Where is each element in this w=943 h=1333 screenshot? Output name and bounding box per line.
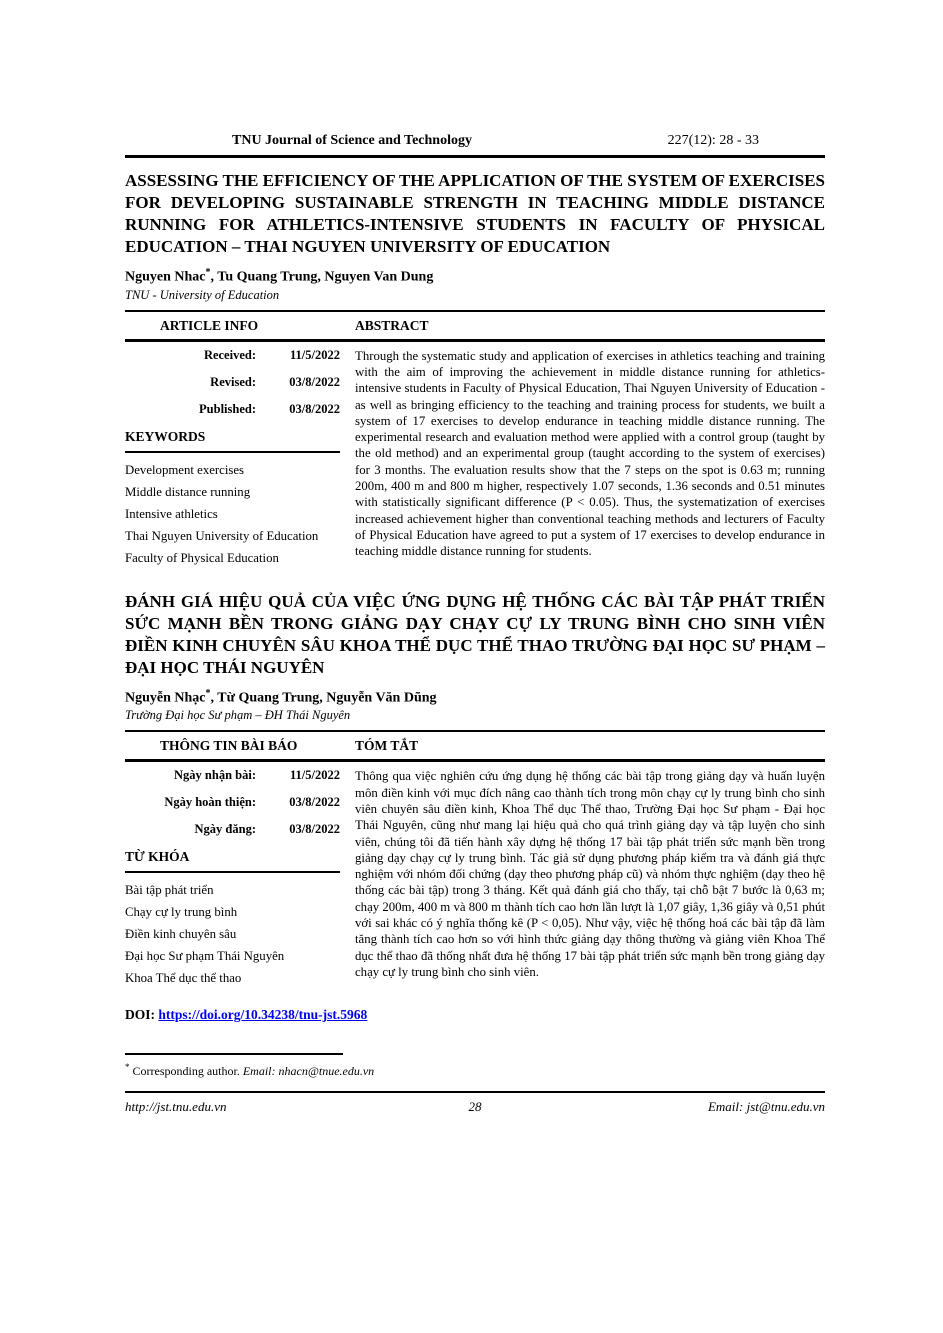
info-abstract-columns-en — [125, 342, 825, 569]
footer-journal-email: Email: jst@tnu.edu.vn — [707, 1099, 825, 1115]
keywords-list-en — [125, 459, 340, 569]
abstract-text-en: Through the systematic study and application of exercises in athletics teaching and training with the aim of improving the achievement in middle distance running for athletics-intensive students in Faculty of Physical Education, Thai Nguyen University of Education -as well as bringing efficiency to the teaching and training process for students, we built a system of 17 exercises to develop endurance in teaching middle distance running. The experimental research and evaluation method were applied with a control group (taught by the old method) and an experimental group (taught according to the system of exercises) for 3 months. The evaluation results show that the 7 steps on the spot is 0.63 m; running 200m, 400 m and 800 m higher, respectively 1.07 seconds, 1.36 seconds and 0.51 minutes with statistically significant difference (P < 0.05). Thus, the systematization of exercises increased achievement higher than conventional teaching methods and lecturers of Faculty of Physical Education have agreed to put a system of 17 exercises to develop endurance in teaching middle distance running for students. — [355, 348, 825, 559]
keyword-item: Khoa Thể dục thể thao — [125, 971, 242, 986]
footnote-marker: * — [125, 1062, 130, 1073]
author-first-en: Nguyen Nhac — [125, 269, 206, 285]
abstract-header-vi: TÓM TẮT — [355, 738, 419, 754]
keyword-item: Intensive athletics — [125, 506, 218, 521]
keywords-header-en: KEYWORDS — [125, 429, 340, 453]
article-title-vi: ĐÁNH GIÁ HIỆU QUẢ CỦA VIỆC ỨNG DỤNG HỆ THỐNG CÁC BÀI TẬP PHÁT TRIỂN SỨC MẠNH BỀN TRONG GIẢNG DẠY CHẠY CỰ LY TRUNG BÌNH CHO SINH VIÊN ĐIỀN KINH CHUYÊN SÂU KHOA THỂ DỤC THỂ THAO TRƯỜNG ĐẠI HỌC SƯ PHẠM – ĐẠI HỌC THÁI NGUYÊN — [125, 591, 825, 677]
abstract-header-en: ABSTRACT — [355, 317, 429, 333]
footnote-rule — [125, 1053, 343, 1055]
keyword-item: Chạy cự ly trung bình — [125, 905, 238, 920]
article-info-column-en — [125, 348, 340, 569]
authors-en — [125, 267, 825, 286]
revised-row-vi — [125, 795, 340, 810]
footer-page-number: 28 — [468, 1099, 482, 1115]
journal-name: TNU Journal of Science and Technology — [232, 133, 472, 148]
published-label: Published: — [199, 401, 256, 416]
revised-date-vi: 03/8/2022 — [289, 795, 340, 810]
revised-label-vi: Ngày hoàn thiện: — [164, 795, 256, 810]
keywords-header-vi: TỪ KHÓA — [125, 849, 340, 873]
authors-rest-vi: , Từ Quang Trung, Nguyễn Văn Dũng — [210, 690, 437, 706]
keyword-item: Điền kinh chuyên sâu — [125, 927, 237, 942]
doi-line — [125, 1007, 825, 1023]
article-info-header-en: ARTICLE INFO — [160, 317, 259, 333]
keywords-list-vi — [125, 879, 340, 989]
abstract-column-vi — [355, 768, 825, 989]
keyword-item: Đại học Sư phạm Thái Nguyên — [125, 949, 285, 964]
keyword-item: Thai Nguyen University of Education — [125, 528, 319, 543]
journal-footer — [125, 1099, 825, 1115]
article-title-en: ASSESSING THE EFFICIENCY OF THE APPLICATION OF THE SYSTEM OF EXERCISES FOR DEVELOPING SUSTAINABLE STRENGTH IN TEACHING MIDDLE DISTANCE RUNNING FOR ATHLETICS-INTENSIVE STUDENTS IN FACULTY OF PHYSICAL EDUCATION – THAI NGUYEN UNIVERSITY OF EDUCATION — [125, 171, 826, 256]
affiliation-vi: Trường Đại học Sư phạm – ĐH Thái Nguyên — [125, 708, 351, 723]
published-date: 03/8/2022 — [289, 401, 340, 416]
keyword-item: Development exercises — [125, 462, 245, 477]
author-marker-vi: * — [205, 687, 211, 699]
received-row — [125, 348, 340, 363]
revised-label: Revised: — [210, 374, 256, 389]
keyword-item: Faculty of Physical Education — [125, 550, 279, 565]
authors-rest-en: , Tu Quang Trung, Nguyen Van Dung — [210, 269, 434, 285]
authors-vi — [125, 688, 825, 707]
author-first-vi: Nguyễn Nhạc — [125, 690, 206, 706]
received-date-vi: 11/5/2022 — [289, 768, 340, 783]
doi-label: DOI: — [125, 1007, 155, 1023]
affiliation-en: TNU - University of Education — [125, 287, 280, 302]
received-row-vi — [125, 768, 340, 783]
revised-date: 03/8/2022 — [289, 374, 340, 389]
english-section — [125, 170, 825, 569]
abstract-text-vi: Thông qua việc nghiên cứu ứng dụng hệ thống các bài tập trong giảng dạy và huấn luyện môn điền kinh với mục đích nâng cao thành tích trong môn chạy cự ly trung bình cho sinh viên chuyên sâu điền kinh, Khoa Thể dục Thể thao, Trường Đại học Sư phạm - Đại học Thái Nguyên, cũng như mang lại hiệu quả cho quá trình giảng dạy và tập luyện cho sinh viên, chúng tôi đã tiến hành xây dựng hệ thống 17 bài tập phát triển sức mạnh bền trong giảng dạy chạy cự ly trung bình. Tác giả sử dụng phương pháp kiểm tra và đánh giá thực nghiệm với nhóm đối chứng (dạy theo phương pháp cũ) và nhóm thực nghiệm (dạy theo hệ thống các bài tập) trong 3 tháng. Kết quả đánh giá cho thấy, tại chỗ bật 7 bước là 0,63 m; chạy 200m, 400 m và 800 m thành tích cao hơn lần lượt là 1,07 giây, 1,36 giây và 0,51 phút với sai khác có ý nghĩa thống kê (P < 0,05). Như vậy, việc hệ thống hoá các bài tập đã làm tăng thành tích cao hơn so với hình thức giảng dạy thông thường và giảng viên Khoa Thể dục thể thao đã thống nhất đưa hệ thống 17 bài tập phát triển sức mạnh bền trong giảng dạy chạy cự ly trung bình cho sinh viên. — [355, 769, 825, 979]
journal-header — [125, 133, 825, 149]
revised-row — [125, 375, 340, 390]
corresponding-author-footnote — [125, 1062, 825, 1079]
keyword-item: Middle distance running — [125, 484, 251, 499]
article-info-column-vi — [125, 768, 340, 989]
vietnamese-section — [125, 591, 825, 990]
info-abstract-band-vi — [125, 730, 825, 762]
footnote-email: Email: nhacn@tnue.edu.vn — [242, 1064, 375, 1079]
author-marker-en: * — [205, 267, 211, 278]
footer-journal-url: http://jst.tnu.edu.vn — [125, 1099, 227, 1115]
received-label: Received: — [203, 347, 256, 362]
article-info-header-vi: THÔNG TIN BÀI BÁO — [160, 738, 298, 754]
doi-link[interactable]: https://doi.org/10.34238/tnu-jst.5968 — [158, 1007, 368, 1023]
header-rule — [125, 155, 825, 158]
published-date-vi: 03/8/2022 — [289, 822, 340, 837]
published-row-vi — [125, 822, 340, 837]
received-date: 11/5/2022 — [289, 347, 340, 362]
published-label-vi: Ngày đăng: — [194, 822, 256, 837]
journal-issue: 227(12): 28 - 33 — [667, 133, 759, 148]
abstract-column-en — [355, 348, 825, 569]
received-label-vi: Ngày nhận bài: — [174, 768, 256, 783]
keyword-item: Bài tập phát triển — [125, 883, 214, 898]
info-abstract-columns-vi — [125, 762, 825, 989]
info-abstract-band-en — [125, 310, 825, 342]
footnote-text: Corresponding author. — [132, 1064, 240, 1079]
published-row — [125, 402, 340, 417]
footer-rule — [125, 1091, 825, 1093]
